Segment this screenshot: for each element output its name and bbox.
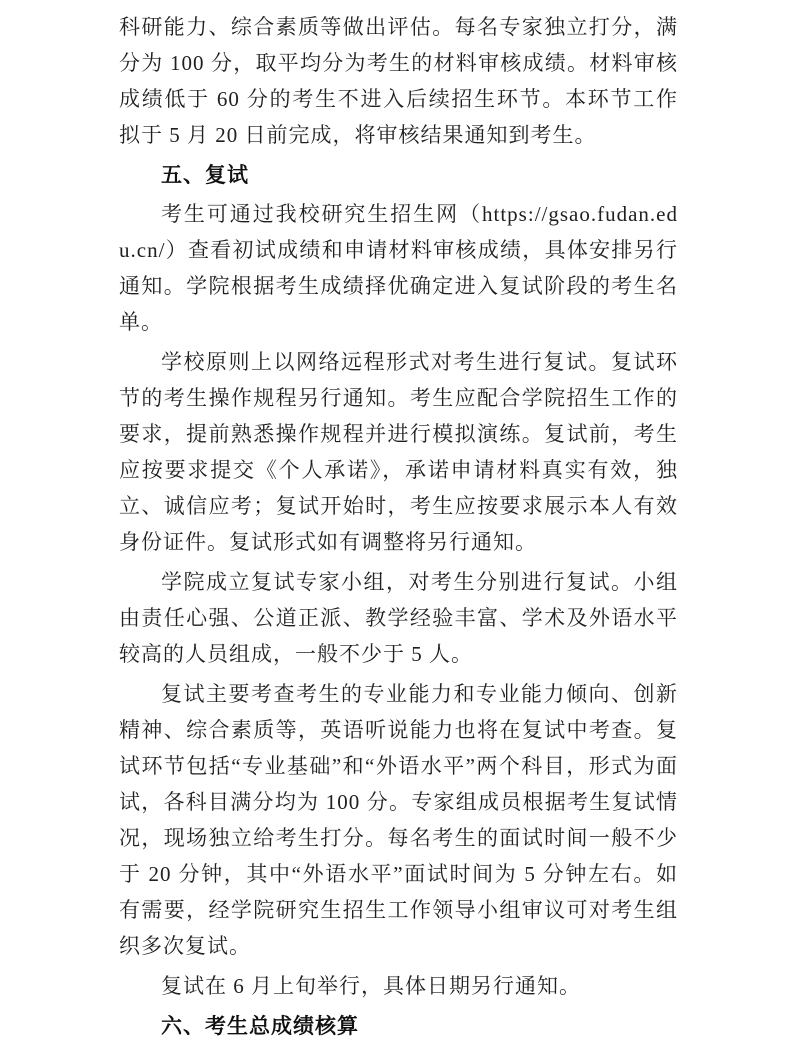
section-heading: 六、考生总成绩核算 (161, 1014, 359, 1038)
paragraph: 学院成立复试专家小组，对考生分别进行复试。小组由责任心强、公道正派、教学经验丰富、学术及外语水平较高的人员组成，一般不少于 5 人。 (119, 570, 678, 666)
paragraph: 复试主要考查考生的专业能力和专业能力倾向、创新精神、综合素质等，英语听说能力也将在复试中考查。复试环节包括“专业基础”和“外语水平”两个科目，形式为面试，各科目满分均为 100 分。专家组成员根据考生复试情况，现场独立给考生打分。每名考生的面试时间一般不少于 20 分钟，其中“外语水平”面试时间为 5 分钟左右。如有需要，经学院研究生招生工作领导小组审议可对考生组织多次复试。 (119, 682, 678, 958)
paragraph: 学校原则上以网络远程形式对考生进行复试。复试环节的考生操作规程另行通知。考生应配合学院招生工作的要求，提前熟悉操作规程并进行模拟演练。复试前，考生应按要求提交《个人承诺》，承诺申请材料真实有效，独立、诚信应考；复试开始时，考生应按要求展示本人有效身份证件。复试形式如有调整将另行通知。 (119, 350, 678, 554)
paragraph: 考生可通过我校研究生招生网（https://gsao.fudan.edu.cn/）查看初试成绩和申请材料审核成绩，具体安排另行通知。学院根据考生成绩择优确定进入复试阶段的考生名单。 (119, 202, 678, 334)
paragraph: 科研能力、综合素质等做出评估。每名专家独立打分，满分为 100 分，取平均分为考生的材料审核成绩。材料审核成绩低于 60 分的考生不进入后续招生环节。本环节工作拟于 5 月 20 日前完成，将审核结果通知到考生。 (119, 15, 678, 147)
paragraph: 复试在 6 月上旬举行，具体日期另行通知。 (161, 974, 581, 998)
document-content (119, 9, 678, 1044)
section-heading: 五、复试 (161, 163, 249, 187)
